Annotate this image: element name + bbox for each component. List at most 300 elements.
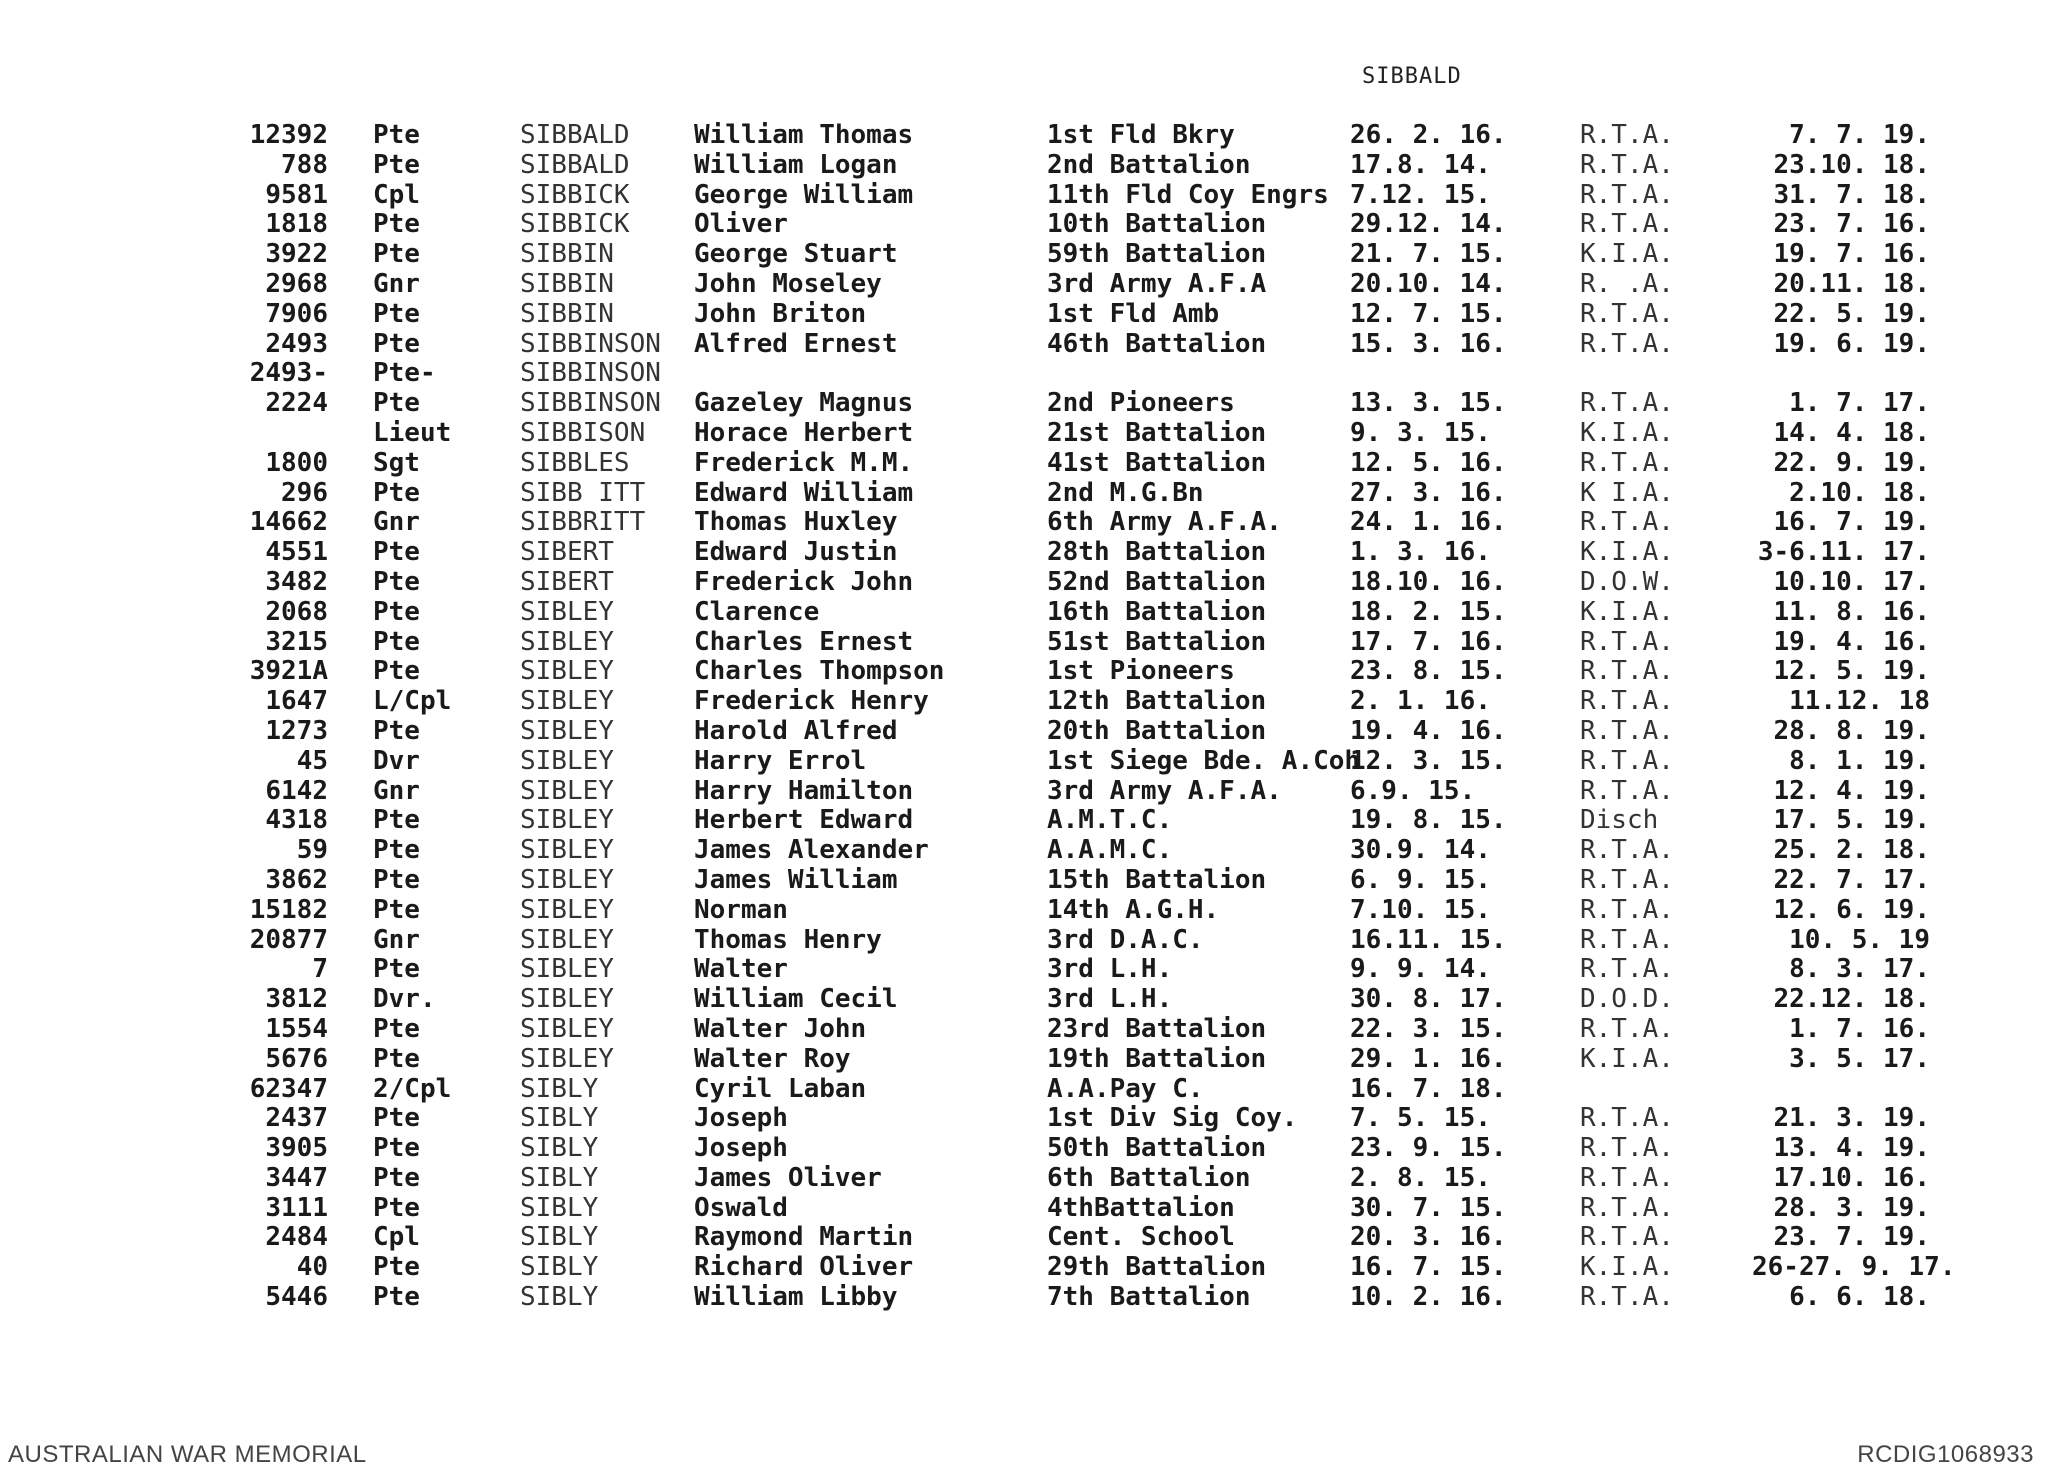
return-date-cell: 8. 1. 19. xyxy=(1789,745,1930,776)
surname-cell: SIBLY xyxy=(520,1252,599,1283)
table-row xyxy=(0,448,2048,478)
enlistment-date-cell: 12. 5. 16. xyxy=(1350,447,1507,478)
rank-cell: Pte xyxy=(373,715,420,746)
rank-cell: Pte xyxy=(373,1282,420,1313)
service-number-cell: 2968 xyxy=(265,268,328,299)
unit-cell: 3rd L.H. xyxy=(1047,954,1173,985)
service-number-cell: 3111 xyxy=(265,1192,328,1223)
table-row xyxy=(0,895,2048,925)
enlistment-date-cell: 30. 7. 15. xyxy=(1350,1192,1507,1223)
enlistment-date-cell: 17.8. 14. xyxy=(1350,149,1491,180)
surname-cell: SIBLEY xyxy=(520,894,614,925)
return-date-cell: 8. 3. 17. xyxy=(1789,954,1930,985)
surname-cell: SIBBINSON xyxy=(520,388,661,419)
unit-cell: 3rd Army A.F.A. xyxy=(1047,775,1282,806)
table-row xyxy=(0,567,2048,597)
table-row xyxy=(0,537,2048,567)
service-number-cell: 12392 xyxy=(249,120,328,150)
surname-cell: SIBLEY xyxy=(520,954,614,985)
rank-cell: Pte xyxy=(373,1043,420,1074)
enlistment-date-cell: 15. 3. 16. xyxy=(1350,328,1507,359)
enlistment-date-cell: 6.9. 15. xyxy=(1350,775,1476,806)
rank-cell: Pte xyxy=(373,864,420,895)
enlistment-date-cell: 1. 3. 16. xyxy=(1350,537,1491,568)
given-names-cell: Richard Oliver xyxy=(694,1252,914,1283)
unit-cell: 6th Army A.F.A. xyxy=(1047,507,1282,538)
unit-cell: 2nd Battalion xyxy=(1047,149,1251,180)
surname-cell: SIBLEY xyxy=(520,924,614,955)
service-number-cell: 3812 xyxy=(265,984,328,1015)
unit-cell: 3rd D.A.C. xyxy=(1047,924,1204,955)
table-row xyxy=(0,1103,2048,1133)
footer-id: RCDIG1068933 xyxy=(1857,1441,2034,1468)
return-date-cell: 16. 7. 19. xyxy=(1773,507,1930,538)
enlistment-date-cell: 16. 7. 18. xyxy=(1350,1073,1507,1104)
given-names-cell: Herbert Edward xyxy=(694,805,914,836)
given-names-cell: Thomas Henry xyxy=(694,924,882,955)
footer-source: AUSTRALIAN WAR MEMORIAL xyxy=(8,1441,367,1468)
service-number-cell: 2068 xyxy=(265,596,328,627)
surname-cell: SIBB ITT xyxy=(520,477,646,508)
fate-cell: R.T.A. xyxy=(1580,656,1674,687)
fate-cell: Disch xyxy=(1580,805,1659,836)
rank-cell: L/Cpl xyxy=(373,686,452,717)
enlistment-date-cell: 12. 3. 15. xyxy=(1350,745,1507,776)
service-number-cell: 1818 xyxy=(265,209,328,240)
service-number-cell: 40 xyxy=(296,1252,328,1283)
service-number-cell: 3447 xyxy=(265,1162,328,1193)
service-number-cell: 2484 xyxy=(265,1222,328,1253)
unit-cell: 6th Battalion xyxy=(1047,1162,1251,1193)
rank-cell: Pte xyxy=(373,209,420,240)
rank-cell: Pte xyxy=(373,596,420,627)
unit-cell: 29th Battalion xyxy=(1047,1252,1267,1283)
return-date-cell: 23. 7. 19. xyxy=(1773,1222,1930,1253)
enlistment-date-cell: 19. 8. 15. xyxy=(1350,805,1507,836)
rank-cell: Pte xyxy=(373,1162,420,1193)
enlistment-date-cell: 22. 3. 15. xyxy=(1350,1013,1507,1044)
enlistment-date-cell: 21. 7. 15. xyxy=(1350,239,1507,270)
fate-cell: R.T.A. xyxy=(1580,745,1674,776)
fate-cell: R.T.A. xyxy=(1580,1103,1674,1134)
surname-cell: SIBLEY xyxy=(520,626,614,657)
fate-cell: K.I.A. xyxy=(1580,239,1674,270)
unit-cell: 16th Battalion xyxy=(1047,596,1267,627)
service-number-cell: 6142 xyxy=(265,775,328,806)
fate-cell: R.T.A. xyxy=(1580,328,1674,359)
fate-cell: D.O.W. xyxy=(1580,566,1674,597)
return-date-cell: 10. 5. 19 xyxy=(1789,924,1930,955)
service-number-cell: 59 xyxy=(296,835,328,866)
fate-cell: K.I.A. xyxy=(1580,596,1674,627)
rank-cell: Pte xyxy=(373,656,420,687)
unit-cell: 50th Battalion xyxy=(1047,1133,1267,1164)
table-row xyxy=(0,239,2048,269)
fate-cell: K.I.A. xyxy=(1580,537,1674,568)
surname-cell: SIBLY xyxy=(520,1162,599,1193)
enlistment-date-cell: 9. 3. 15. xyxy=(1350,417,1491,448)
surname-cell: SIBLEY xyxy=(520,715,614,746)
service-number-cell: 2493 xyxy=(265,328,328,359)
fate-cell: R.T.A. xyxy=(1580,1282,1674,1313)
rank-cell: Sgt xyxy=(373,447,420,478)
table-row xyxy=(0,418,2048,448)
return-date-cell: 28. 8. 19. xyxy=(1773,715,1930,746)
unit-cell: 14th A.G.H. xyxy=(1047,894,1220,925)
given-names-cell: James William xyxy=(694,864,898,895)
fate-cell: R.T.A. xyxy=(1580,149,1674,180)
given-names-cell: William Libby xyxy=(694,1282,898,1313)
rank-cell: Pte xyxy=(373,805,420,836)
unit-cell: 28th Battalion xyxy=(1047,537,1267,568)
fate-cell: R.T.A. xyxy=(1580,298,1674,329)
given-names-cell: Alfred Ernest xyxy=(694,328,898,359)
return-date-cell: 12. 4. 19. xyxy=(1773,775,1930,806)
service-number-cell: 9581 xyxy=(265,179,328,210)
surname-cell: SIBERT xyxy=(520,537,614,568)
fate-cell: R.T.A. xyxy=(1580,1133,1674,1164)
fate-cell: R.T.A. xyxy=(1580,120,1674,150)
return-date-cell: 11. 8. 16. xyxy=(1773,596,1930,627)
return-date-cell: 17.10. 16. xyxy=(1773,1162,1930,1193)
service-number-cell: 3482 xyxy=(265,566,328,597)
service-number-cell: 296 xyxy=(281,477,328,508)
unit-cell: A.A.Pay C. xyxy=(1047,1073,1204,1104)
unit-cell: 20th Battalion xyxy=(1047,715,1267,746)
fate-cell: R.T.A. xyxy=(1580,1013,1674,1044)
service-number-cell: 2224 xyxy=(265,388,328,419)
given-names-cell: Harry Hamilton xyxy=(694,775,914,806)
given-names-cell: Frederick Henry xyxy=(694,686,929,717)
given-names-cell: William Logan xyxy=(694,149,898,180)
service-number-cell: 4551 xyxy=(265,537,328,568)
table-row xyxy=(0,299,2048,329)
rank-cell: Pte xyxy=(373,1133,420,1164)
table-row xyxy=(0,627,2048,657)
enlistment-date-cell: 26. 2. 16. xyxy=(1350,120,1507,150)
surname-cell: SIBBLES xyxy=(520,447,630,478)
enlistment-date-cell: 29. 1. 16. xyxy=(1350,1043,1507,1074)
fate-cell: R. .A. xyxy=(1580,268,1674,299)
fate-cell: R.T.A. xyxy=(1580,626,1674,657)
service-number-cell: 1800 xyxy=(265,447,328,478)
fate-cell: R.T.A. xyxy=(1580,209,1674,240)
service-number-cell: 3215 xyxy=(265,626,328,657)
table-row xyxy=(0,358,2048,388)
table-row xyxy=(0,1252,2048,1282)
given-names-cell: John Briton xyxy=(694,298,867,329)
rank-cell: Gnr xyxy=(373,924,420,955)
table-row xyxy=(0,180,2048,210)
surname-cell: SIBLY xyxy=(520,1222,599,1253)
return-date-cell: 25. 2. 18. xyxy=(1773,835,1930,866)
service-number-cell: 7906 xyxy=(265,298,328,329)
table-row xyxy=(0,865,2048,895)
unit-cell: Cent. School xyxy=(1047,1222,1235,1253)
unit-cell: 59th Battalion xyxy=(1047,239,1267,270)
enlistment-date-cell: 10. 2. 16. xyxy=(1350,1282,1507,1313)
return-date-cell: 2.10. 18. xyxy=(1789,477,1930,508)
rank-cell: Gnr xyxy=(373,268,420,299)
fate-cell: R.T.A. xyxy=(1580,894,1674,925)
service-number-cell: 3862 xyxy=(265,864,328,895)
service-number-cell: 20877 xyxy=(249,924,328,955)
surname-cell: SIBLEY xyxy=(520,775,614,806)
fate-cell: K.I.A. xyxy=(1580,1252,1674,1283)
rank-cell: Pte xyxy=(373,954,420,985)
unit-cell: 21st Battalion xyxy=(1047,417,1267,448)
unit-cell: 46th Battalion xyxy=(1047,328,1267,359)
return-date-cell: 31. 7. 18. xyxy=(1773,179,1930,210)
surname-cell: SIBBIN xyxy=(520,298,614,329)
service-number-cell: 15182 xyxy=(249,894,328,925)
given-names-cell: Clarence xyxy=(694,596,820,627)
enlistment-date-cell: 16. 7. 15. xyxy=(1350,1252,1507,1283)
fate-cell: R.T.A. xyxy=(1580,686,1674,717)
rank-cell: Pte xyxy=(373,239,420,270)
rank-cell: Pte xyxy=(373,1252,420,1283)
fate-cell: R.T.A. xyxy=(1580,954,1674,985)
enlistment-date-cell: 18.10. 16. xyxy=(1350,566,1507,597)
return-date-cell: 22. 9. 19. xyxy=(1773,447,1930,478)
fate-cell: K.I.A. xyxy=(1580,1043,1674,1074)
given-names-cell: Thomas Huxley xyxy=(694,507,898,538)
service-number-cell: 788 xyxy=(281,149,328,180)
unit-cell: 1st Pioneers xyxy=(1047,656,1235,687)
return-date-cell: 7. 7. 19. xyxy=(1789,120,1930,150)
given-names-cell: William Thomas xyxy=(694,120,914,150)
given-names-cell: Edward Justin xyxy=(694,537,898,568)
surname-cell: SIBERT xyxy=(520,566,614,597)
surname-cell: SIBBALD xyxy=(520,149,630,180)
table-row xyxy=(0,150,2048,180)
fate-cell: R.T.A. xyxy=(1580,507,1674,538)
surname-cell: SIBLEY xyxy=(520,835,614,866)
table-row xyxy=(0,388,2048,418)
unit-cell: 23rd Battalion xyxy=(1047,1013,1267,1044)
given-names-cell: Norman xyxy=(694,894,788,925)
surname-cell: SIBLY xyxy=(520,1133,599,1164)
rank-cell: Pte xyxy=(373,1013,420,1044)
enlistment-date-cell: 13. 3. 15. xyxy=(1350,388,1507,419)
fate-cell: R.T.A. xyxy=(1580,775,1674,806)
fate-cell: R.T.A. xyxy=(1580,835,1674,866)
return-date-cell: 11.12. 18 xyxy=(1789,686,1930,717)
fate-cell: R.T.A. xyxy=(1580,864,1674,895)
service-number-cell: 45 xyxy=(296,745,328,776)
rank-cell: Dvr xyxy=(373,745,420,776)
unit-cell: 19th Battalion xyxy=(1047,1043,1267,1074)
given-names-cell: Gazeley Magnus xyxy=(694,388,914,419)
table-row xyxy=(0,1163,2048,1193)
given-names-cell: Walter John xyxy=(694,1013,867,1044)
table-row xyxy=(0,686,2048,716)
given-names-cell: Joseph xyxy=(694,1133,788,1164)
rank-cell: Dvr. xyxy=(373,984,436,1015)
table-row xyxy=(0,269,2048,299)
surname-cell: SIBLEY xyxy=(520,1013,614,1044)
surname-cell: SIBBRITT xyxy=(520,507,646,538)
enlistment-date-cell: 30. 8. 17. xyxy=(1350,984,1507,1015)
given-names-cell: Walter Roy xyxy=(694,1043,851,1074)
enlistment-date-cell: 19. 4. 16. xyxy=(1350,715,1507,746)
surname-cell: SIBLEY xyxy=(520,596,614,627)
return-date-cell: 19. 7. 16. xyxy=(1773,239,1930,270)
surname-cell: SIBLY xyxy=(520,1073,599,1104)
unit-cell: 1st Fld Bkry xyxy=(1047,120,1235,150)
unit-cell: 3rd L.H. xyxy=(1047,984,1173,1015)
rank-cell: Cpl xyxy=(373,1222,420,1253)
unit-cell: 41st Battalion xyxy=(1047,447,1267,478)
fate-cell: K I.A. xyxy=(1580,477,1674,508)
fate-cell: R.T.A. xyxy=(1580,447,1674,478)
unit-cell: 10th Battalion xyxy=(1047,209,1267,240)
enlistment-date-cell: 20.10. 14. xyxy=(1350,268,1507,299)
table-row xyxy=(0,1074,2048,1104)
return-date-cell: 22.12. 18. xyxy=(1773,984,1930,1015)
rank-cell: Pte xyxy=(373,149,420,180)
table-row xyxy=(0,597,2048,627)
return-date-cell: 12. 5. 19. xyxy=(1773,656,1930,687)
given-names-cell: Oliver xyxy=(694,209,788,240)
given-names-cell: Charles Ernest xyxy=(694,626,914,657)
surname-cell: SIBLEY xyxy=(520,656,614,687)
rank-cell: Cpl xyxy=(373,179,420,210)
fate-cell: R.T.A. xyxy=(1580,388,1674,419)
given-names-cell: Frederick John xyxy=(694,566,914,597)
enlistment-date-cell: 7. 5. 15. xyxy=(1350,1103,1491,1134)
table-row xyxy=(0,835,2048,865)
page-title: SIBBALD xyxy=(1362,64,1462,89)
given-names-cell: Harold Alfred xyxy=(694,715,898,746)
rank-cell: Pte xyxy=(373,1192,420,1223)
unit-cell: 1st Fld Amb xyxy=(1047,298,1220,329)
fate-cell: R.T.A. xyxy=(1580,1192,1674,1223)
enlistment-date-cell: 2. 1. 16. xyxy=(1350,686,1491,717)
return-date-cell: 21. 3. 19. xyxy=(1773,1103,1930,1134)
unit-cell: 52nd Battalion xyxy=(1047,566,1267,597)
service-number-cell: 7 xyxy=(312,954,328,985)
table-row xyxy=(0,954,2048,984)
fate-cell: D.O.D. xyxy=(1580,984,1674,1015)
unit-cell: 1st Div Sig Coy. xyxy=(1047,1103,1298,1134)
rank-cell: Gnr xyxy=(373,775,420,806)
rank-cell: Gnr xyxy=(373,507,420,538)
return-date-cell: 12. 6. 19. xyxy=(1773,894,1930,925)
table-row xyxy=(0,984,2048,1014)
surname-cell: SIBLEY xyxy=(520,745,614,776)
enlistment-date-cell: 30.9. 14. xyxy=(1350,835,1491,866)
table-row xyxy=(0,1133,2048,1163)
surname-cell: SIBLEY xyxy=(520,805,614,836)
rank-cell: Pte xyxy=(373,477,420,508)
surname-cell: SIBBISON xyxy=(520,417,646,448)
table-row xyxy=(0,1044,2048,1074)
service-number-cell: 1647 xyxy=(265,686,328,717)
surname-cell: SIBBALD xyxy=(520,120,630,150)
given-names-cell: Cyril Laban xyxy=(694,1073,867,1104)
surname-cell: SIBLY xyxy=(520,1282,599,1313)
table-row xyxy=(0,1282,2048,1312)
table-row xyxy=(0,478,2048,508)
surname-cell: SIBBINSON xyxy=(520,358,661,389)
enlistment-date-cell: 16.11. 15. xyxy=(1350,924,1507,955)
rank-cell: Pte xyxy=(373,566,420,597)
service-number-cell: 4318 xyxy=(265,805,328,836)
given-names-cell: Harry Errol xyxy=(694,745,867,776)
surname-cell: SIBBICK xyxy=(520,209,630,240)
rank-cell: 2/Cpl xyxy=(373,1073,452,1104)
enlistment-date-cell: 18. 2. 15. xyxy=(1350,596,1507,627)
table-row xyxy=(0,776,2048,806)
surname-cell: SIBBINSON xyxy=(520,328,661,359)
rank-cell: Pte xyxy=(373,894,420,925)
rank-cell: Pte xyxy=(373,298,420,329)
surname-cell: SIBLEY xyxy=(520,864,614,895)
fate-cell: R.T.A. xyxy=(1580,1222,1674,1253)
table-row xyxy=(0,656,2048,686)
given-names-cell: Edward William xyxy=(694,477,914,508)
return-date-cell: 19. 6. 19. xyxy=(1773,328,1930,359)
table-row xyxy=(0,329,2048,359)
enlistment-date-cell: 17. 7. 16. xyxy=(1350,626,1507,657)
given-names-cell: Joseph xyxy=(694,1103,788,1134)
unit-cell: 11th Fld Coy Engrs xyxy=(1047,179,1329,210)
given-names-cell: James Oliver xyxy=(694,1162,882,1193)
table-row xyxy=(0,209,2048,239)
table-row xyxy=(0,1014,2048,1044)
return-date-cell: 13. 4. 19. xyxy=(1773,1133,1930,1164)
enlistment-date-cell: 27. 3. 16. xyxy=(1350,477,1507,508)
surname-cell: SIBBICK xyxy=(520,179,630,210)
service-number-cell: 1273 xyxy=(265,715,328,746)
service-number-cell: 3905 xyxy=(265,1133,328,1164)
service-number-cell: 3922 xyxy=(265,239,328,270)
return-date-cell: 17. 5. 19. xyxy=(1773,805,1930,836)
surname-cell: SIBLY xyxy=(520,1103,599,1134)
enlistment-date-cell: 2. 8. 15. xyxy=(1350,1162,1491,1193)
given-names-cell: Horace Herbert xyxy=(694,417,914,448)
return-date-cell: 23.10. 18. xyxy=(1773,149,1930,180)
enlistment-date-cell: 12. 7. 15. xyxy=(1350,298,1507,329)
given-names-cell: William Cecil xyxy=(694,984,898,1015)
nominal-roll-table xyxy=(0,120,2048,1312)
surname-cell: SIBBIN xyxy=(520,268,614,299)
return-date-cell: 3. 5. 17. xyxy=(1789,1043,1930,1074)
return-date-cell: 28. 3. 19. xyxy=(1773,1192,1930,1223)
surname-cell: SIBBIN xyxy=(520,239,614,270)
return-date-cell: 10.10. 17. xyxy=(1773,566,1930,597)
fate-cell: K.I.A. xyxy=(1580,417,1674,448)
enlistment-date-cell: 24. 1. 16. xyxy=(1350,507,1507,538)
return-date-cell: 14. 4. 18. xyxy=(1773,417,1930,448)
service-number-cell: 62347 xyxy=(249,1073,328,1104)
fate-cell: R.T.A. xyxy=(1580,1162,1674,1193)
return-date-cell: 20.11. 18. xyxy=(1773,268,1930,299)
unit-cell: 15th Battalion xyxy=(1047,864,1267,895)
return-date-cell: 26-27. 9. 17. xyxy=(1752,1252,1956,1283)
rank-cell: Pte xyxy=(373,388,420,419)
unit-cell: 1st Siege Bde. A.Coh xyxy=(1047,745,1361,776)
unit-cell: 12th Battalion xyxy=(1047,686,1267,717)
enlistment-date-cell: 6. 9. 15. xyxy=(1350,864,1491,895)
enlistment-date-cell: 23. 8. 15. xyxy=(1350,656,1507,687)
given-names-cell: John Moseley xyxy=(694,268,882,299)
unit-cell: A.A.M.C. xyxy=(1047,835,1173,866)
table-row xyxy=(0,746,2048,776)
unit-cell: 4thBattalion xyxy=(1047,1192,1235,1223)
table-row xyxy=(0,805,2048,835)
